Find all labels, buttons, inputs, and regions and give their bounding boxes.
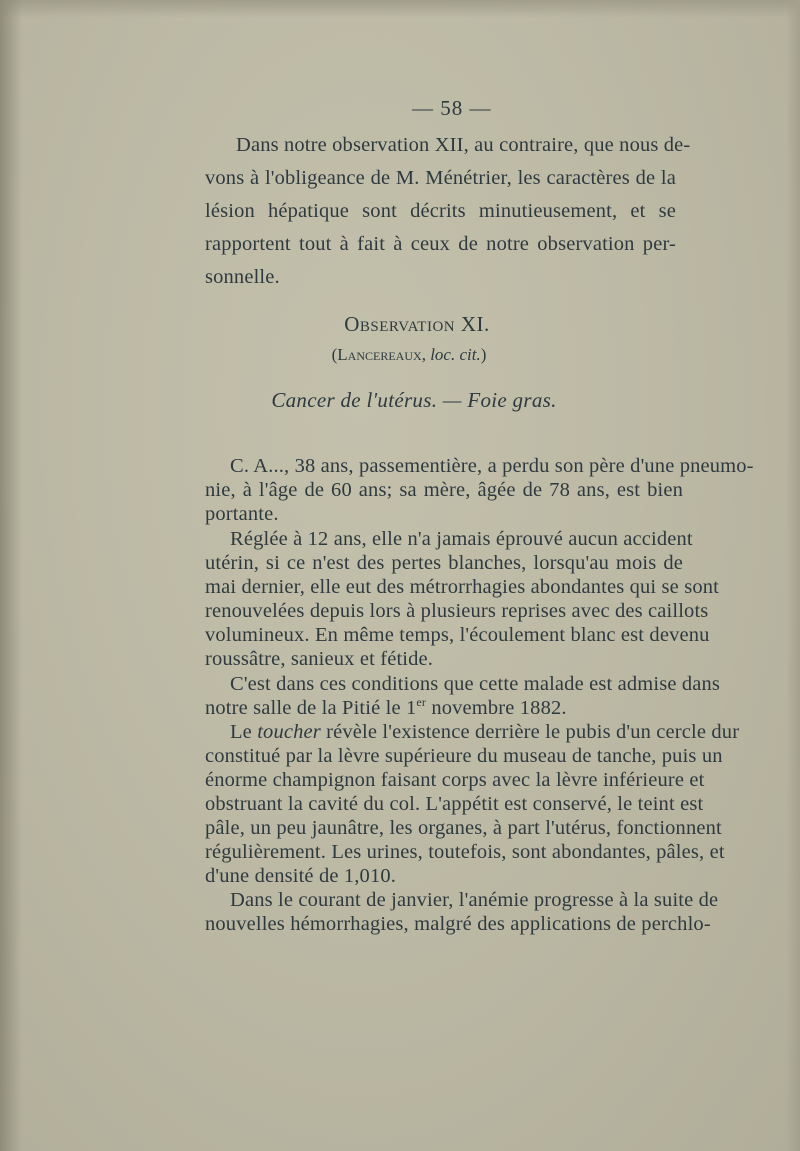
body-line-14: énorme champignon faisant corps avec la lèvre inférieure et (205, 769, 705, 791)
body-line-6: mai dernier, elle eut des métrorrhagies abondantes qui se sont (205, 576, 719, 598)
body-line-4: Réglée à 12 ans, elle n'a jamais éprouvé aucun accident (230, 528, 693, 550)
source-reference: loc. cit. (430, 345, 481, 364)
admission-date-text: novembre 1882. (426, 697, 567, 719)
body-line-19: Dans le courant de janvier, l'anémie progresse à la suite de (230, 889, 719, 911)
body-line-11 (205, 696, 567, 720)
body-line-17: régulièrement. Les urines, toutefois, sont abondantes, pâles, et (205, 841, 725, 863)
observation-subject: Cancer de l'utérus. — Foie gras. (271, 388, 557, 412)
source-separator: , (421, 345, 431, 364)
source-close-paren: ) (480, 345, 487, 364)
page-edge-shadow-top (0, 0, 800, 18)
exam-text: révèle l'existence derrière le pubis d'un cercle dur (320, 721, 740, 743)
intro-line-2: vons à l'obligeance de M. Ménétrier, les caractères de la (205, 167, 676, 189)
body-line-16: pâle, un peu jaunâtre, les organes, à part l'utérus, fonctionnent (205, 817, 722, 839)
body-line-9: roussâtre, sanieux et fétide. (205, 648, 434, 670)
intro-line-1: Dans notre observation XII, au contraire, que nous de- (236, 134, 691, 156)
body-line-7: renouvelées depuis lors à plusieurs reprises avec des caillots (205, 600, 709, 622)
body-line-18: d'une densité de 1,010. (205, 865, 397, 887)
source-author: Lancereaux (337, 345, 422, 364)
source-open-paren: ( (331, 345, 338, 364)
body-line-2: nie, à l'âge de 60 ans; sa mère, âgée de 78 ans, est bien (205, 479, 683, 501)
exam-prefix: Le (230, 721, 258, 743)
observation-source (0, 345, 800, 365)
observation-title: Observation XI. (344, 312, 490, 336)
page-number: — 58 — (412, 96, 492, 120)
intro-line-5: sonnelle. (205, 266, 280, 288)
body-line-3: portante. (205, 503, 279, 525)
body-line-10: C'est dans ces conditions que cette malade est admise dans (230, 673, 721, 695)
admission-text: notre salle de la Pitié le 1 (205, 697, 417, 719)
body-line-1: C. A..., 38 ans, passementière, a perdu son père d'une pneumo- (230, 455, 754, 477)
page-edge-shadow-left (0, 0, 22, 1151)
body-line-20: nouvelles hémorrhagies, malgré des applications de perchlo- (205, 913, 711, 935)
body-line-8: volumineux. En même temps, l'écoulement blanc est devenu (205, 624, 710, 646)
body-line-12 (230, 720, 740, 744)
intro-line-3: lésion hépatique sont décrits minutieusement, et se (205, 200, 676, 222)
body-line-13: constitué par la lèvre supérieure du museau de tanche, puis un (205, 745, 723, 767)
ordinal-superscript: er (416, 695, 427, 710)
page-edge-shadow-right (786, 0, 800, 1151)
body-line-15: obstruant la cavité du col. L'appétit est conservé, le teint est (205, 793, 704, 815)
intro-line-4: rapportent tout à fait à ceux de notre observation per- (205, 233, 676, 255)
exam-term-italic: toucher (257, 721, 321, 743)
body-line-5: utérin, si ce n'est des pertes blanches, lorsqu'au mois de (205, 552, 683, 574)
